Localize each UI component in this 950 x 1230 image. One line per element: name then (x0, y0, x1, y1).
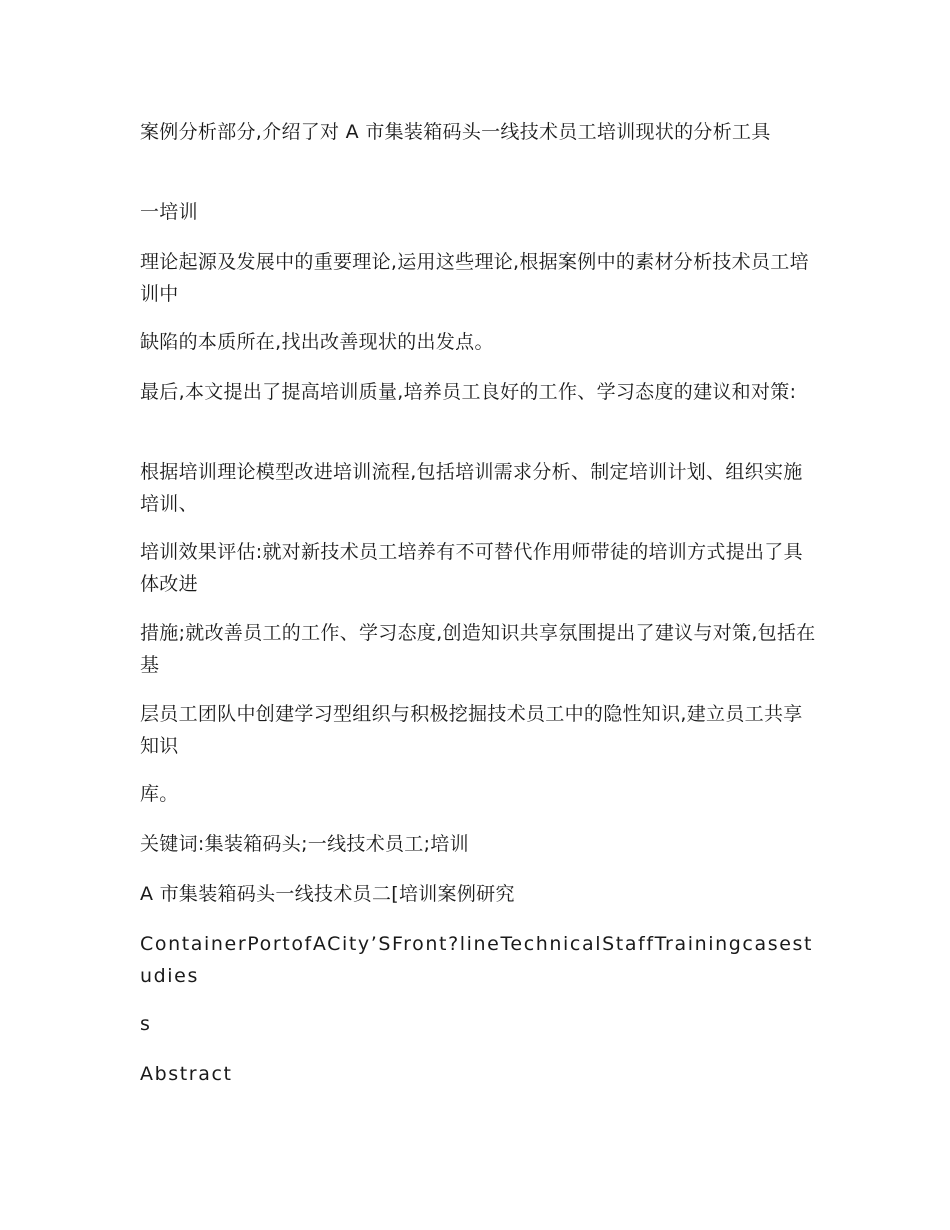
paper-title-en: ContainerPortofACity’SFront?lineTechnicalStaffTrainingcasestudies (140, 933, 814, 987)
paragraph-training: 一培训 (140, 201, 198, 223)
paper-title-en-tail: s (140, 1013, 152, 1035)
paragraph-evaluation: 培训效果评估:就对新技术员工培养有不可替代作用师带徒的培训方式提出了具体改进 (140, 541, 803, 595)
abstract-heading: Abstract (140, 1063, 233, 1085)
paragraph-theory: 理论起源及发展中的重要理论,运用这些理论,根据案例中的素材分析技术员工培训中 (140, 251, 809, 305)
paragraph-conclusion: 最后,本文提出了提高培训质量,培养员工良好的工作、学习态度的建议和对策: (140, 381, 797, 403)
paragraph-defects: 缺陷的本质所在,找出改善现状的出发点。 (140, 331, 494, 353)
paper-title-cn: A 市集装箱码头一线技术员二[培训案例研究 (140, 883, 515, 905)
paragraph-case-analysis: 案例分析部分,介绍了对 A 市集装箱码头一线技术员工培训现状的分析工具 (140, 121, 771, 143)
paragraph-process: 根据培训理论模型改进培训流程,包括培训需求分析、制定培训计划、组织实施培训、 (140, 461, 803, 515)
paragraph-organization: 层员工团队中创建学习型组织与积极挖掘技术员工中的隐性知识,建立员工共享知识 (140, 703, 803, 757)
paragraph-measures: 措施;就改善员工的工作、学习态度,创造知识共享氛围提出了建议与对策,包括在基 (140, 622, 816, 676)
keywords: 关键词:集装箱码头;一线技术员工;培训 (140, 833, 469, 855)
paragraph-library: 库。 (140, 783, 179, 805)
